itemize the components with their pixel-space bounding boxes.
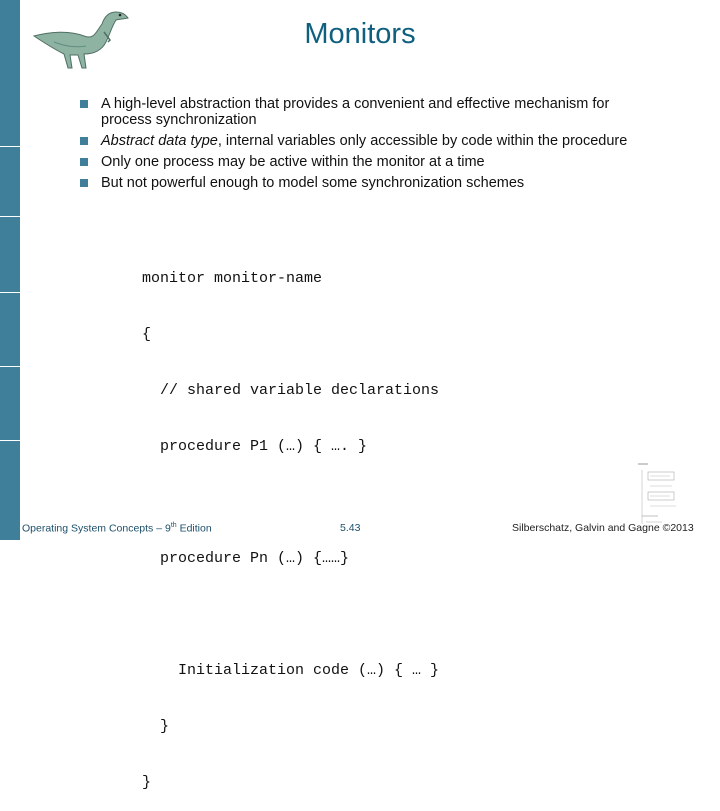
square-bullet-icon bbox=[80, 158, 88, 166]
code-line: monitor monitor-name bbox=[142, 270, 323, 287]
bullet-text: , internal variables only accessible by code within the procedure bbox=[217, 133, 628, 149]
sidebar-divider bbox=[0, 146, 20, 147]
bullet-item bbox=[80, 175, 640, 191]
bullet-item bbox=[80, 96, 640, 128]
code-line bbox=[142, 604, 439, 626]
square-bullet-icon bbox=[80, 137, 88, 145]
code-line: procedure Pn (…) {……} bbox=[142, 550, 350, 567]
bullet-emphasis: Abstract data type bbox=[101, 133, 218, 149]
sidebar-divider bbox=[0, 292, 20, 293]
bullet-text: Only one process may be active within the monitor at a time bbox=[101, 154, 485, 170]
code-line: } bbox=[142, 774, 152, 791]
bullet-list bbox=[80, 96, 640, 196]
bullet-text: A high-level abstraction that provides a convenient and effective mechanism for process synchronization bbox=[101, 96, 610, 128]
footer-book-title bbox=[22, 522, 212, 535]
code-line bbox=[142, 492, 439, 514]
code-line: } bbox=[142, 718, 170, 735]
bullet-text: But not powerful enough to model some synchronization schemes bbox=[101, 175, 525, 191]
monitor-structure-thumbnail bbox=[632, 458, 716, 530]
square-bullet-icon bbox=[80, 179, 88, 187]
code-line: Initialization code (…) { … } bbox=[142, 662, 440, 679]
footer-page-number: 5.43 bbox=[340, 522, 361, 534]
footer-book-sup: th bbox=[170, 522, 177, 529]
code-line: // shared variable declarations bbox=[142, 382, 440, 399]
sidebar-divider bbox=[0, 366, 20, 367]
footer-book-suffix: Edition bbox=[176, 522, 212, 535]
bullet-item bbox=[80, 133, 640, 149]
code-line: procedure P1 (…) { …. } bbox=[142, 438, 368, 455]
footer-book-prefix: Operating System Concepts – 9 bbox=[22, 522, 171, 535]
bullet-item bbox=[80, 154, 640, 170]
square-bullet-icon bbox=[80, 100, 88, 108]
sidebar-divider bbox=[0, 440, 20, 441]
slide-title: Monitors bbox=[304, 18, 416, 50]
code-line: { bbox=[142, 326, 152, 343]
sidebar-bar bbox=[0, 0, 20, 540]
footer-copyright: Silberschatz, Galvin and Gagne ©2013 bbox=[512, 522, 694, 534]
sidebar-divider bbox=[0, 216, 20, 217]
